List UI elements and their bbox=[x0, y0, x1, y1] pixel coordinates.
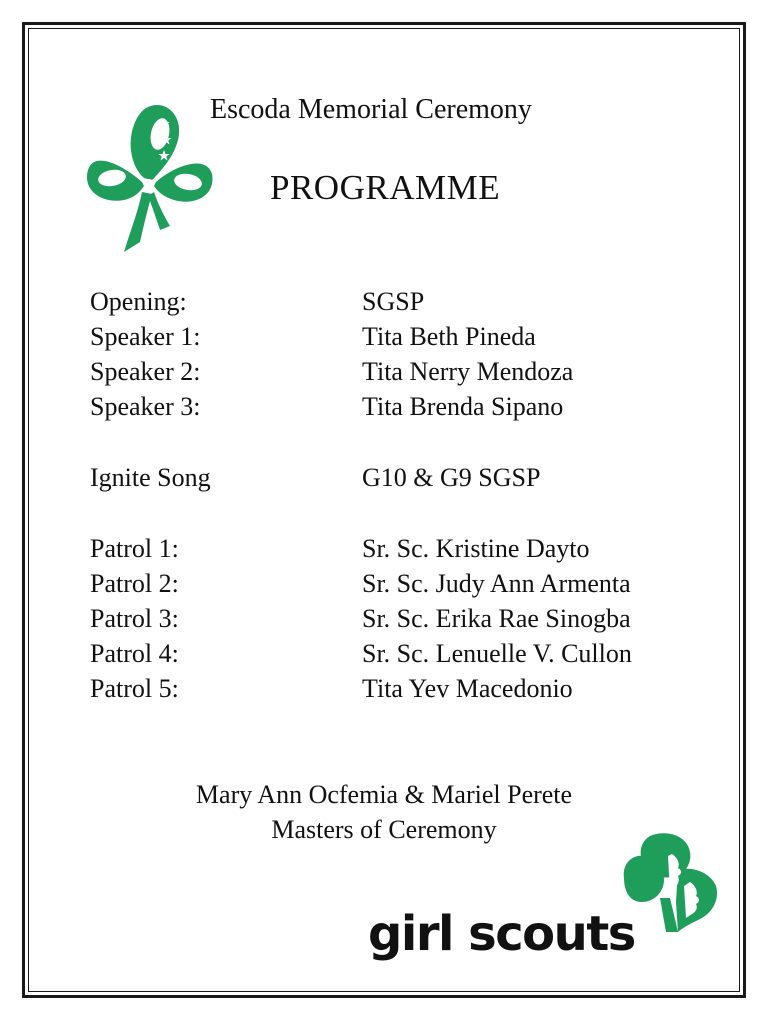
row-label: Patrol 4: bbox=[90, 639, 179, 668]
row-value: Sr. Sc. Kristine Dayto bbox=[362, 534, 590, 563]
row-value: Tita Yev Macedonio bbox=[362, 674, 573, 703]
row-value: SGSP bbox=[362, 287, 425, 316]
girl-scouts-wordmark: girl scouts bbox=[368, 906, 635, 962]
row-spacer bbox=[90, 424, 690, 460]
programme-heading: PROGRAMME bbox=[270, 168, 501, 207]
programme-row-opening bbox=[90, 284, 690, 319]
row-value: G10 & G9 SGSP bbox=[362, 463, 541, 492]
programme-row-patrol-3 bbox=[90, 601, 690, 636]
programme-row-ignite-song bbox=[90, 460, 690, 495]
row-value: Sr. Sc. Erika Rae Sinogba bbox=[362, 604, 631, 633]
programme-row-speaker-3 bbox=[90, 389, 690, 424]
row-value: Tita Beth Pineda bbox=[362, 322, 536, 351]
girl-scouts-profile-logo-icon bbox=[620, 832, 720, 932]
row-value: Tita Brenda Sipano bbox=[362, 392, 564, 421]
row-label: Speaker 3: bbox=[90, 392, 201, 421]
row-value: Sr. Sc. Judy Ann Armenta bbox=[362, 569, 631, 598]
masters-of-ceremony-names: Mary Ann Ocfemia & Mariel Perete bbox=[195, 780, 573, 809]
row-label: Patrol 3: bbox=[90, 604, 179, 633]
row-label: Patrol 5: bbox=[90, 674, 179, 703]
row-label: Patrol 1: bbox=[90, 534, 179, 563]
programme-row-patrol-2 bbox=[90, 566, 690, 601]
ceremony-title: Escoda Memorial Ceremony bbox=[210, 94, 532, 125]
trefoil-logo-icon bbox=[84, 100, 216, 256]
row-value: Tita Nerry Mendoza bbox=[362, 357, 574, 386]
row-label: Ignite Song bbox=[90, 463, 211, 492]
programme-row-patrol-4 bbox=[90, 636, 690, 671]
row-label: Speaker 2: bbox=[90, 357, 201, 386]
programme-list bbox=[90, 284, 690, 706]
masters-of-ceremony-role: Masters of Ceremony bbox=[271, 815, 497, 844]
row-label: Speaker 1: bbox=[90, 322, 201, 351]
row-label: Patrol 2: bbox=[90, 569, 179, 598]
programme-row-patrol-1 bbox=[90, 531, 690, 566]
row-value: Sr. Sc. Lenuelle V. Cullon bbox=[362, 639, 632, 668]
programme-row-patrol-5 bbox=[90, 671, 690, 706]
row-spacer bbox=[90, 495, 690, 531]
programme-row-speaker-1 bbox=[90, 319, 690, 354]
programme-row-speaker-2 bbox=[90, 354, 690, 389]
row-label: Opening: bbox=[90, 287, 187, 316]
